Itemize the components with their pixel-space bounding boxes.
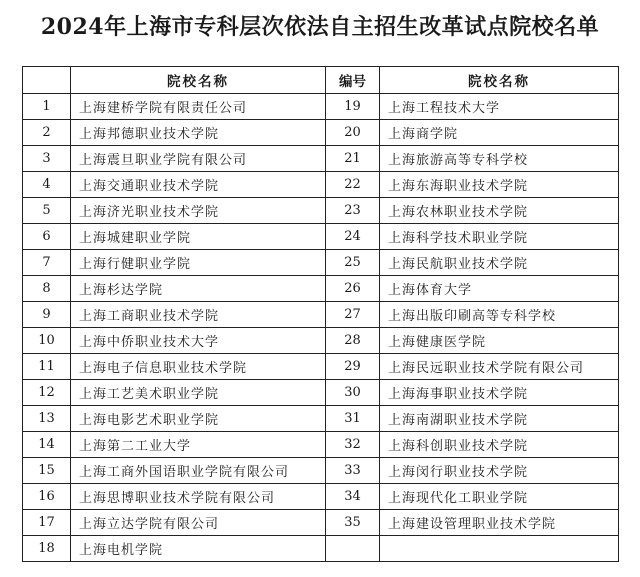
row-number-left: 9 [23, 302, 71, 328]
table-row [23, 172, 619, 198]
school-name-right: 上海民远职业技术学院有限公司 [380, 354, 619, 380]
row-number-right: 22 [326, 172, 380, 198]
row-number-right: 34 [326, 484, 380, 510]
row-number-right: 28 [326, 328, 380, 354]
row-number-right: 26 [326, 276, 380, 302]
school-name-right: 上海旅游高等专科学校 [380, 146, 619, 172]
header-school-name-right: 院校名称 [380, 67, 619, 94]
table-body [23, 94, 619, 562]
school-name-right: 上海科学技术职业学院 [380, 224, 619, 250]
school-name-right [380, 536, 619, 562]
school-name-left: 上海交通职业技术学院 [71, 172, 326, 198]
school-name-left: 上海电影艺术职业学院 [71, 406, 326, 432]
table-row [23, 354, 619, 380]
school-name-right: 上海商学院 [380, 120, 619, 146]
row-number-right [326, 536, 380, 562]
row-number-right: 32 [326, 432, 380, 458]
row-number-left: 1 [23, 94, 71, 120]
school-name-left: 上海震旦职业学院有限公司 [71, 146, 326, 172]
row-number-left: 12 [23, 380, 71, 406]
table-row [23, 94, 619, 120]
school-name-left: 上海行健职业学院 [71, 250, 326, 276]
school-name-left: 上海第二工业大学 [71, 432, 326, 458]
row-number-right: 24 [326, 224, 380, 250]
school-name-left: 上海中侨职业技术大学 [71, 328, 326, 354]
school-name-left: 上海立达学院有限公司 [71, 510, 326, 536]
school-list-table [22, 66, 619, 562]
table-row [23, 432, 619, 458]
row-number-right: 33 [326, 458, 380, 484]
row-number-right: 35 [326, 510, 380, 536]
row-number-right: 30 [326, 380, 380, 406]
row-number-left: 6 [23, 224, 71, 250]
table-header-row [23, 67, 619, 94]
school-name-right: 上海健康医学院 [380, 328, 619, 354]
row-number-left: 10 [23, 328, 71, 354]
header-number-left [23, 67, 71, 94]
table-row [23, 510, 619, 536]
school-name-left: 上海城建职业学院 [71, 224, 326, 250]
table-row [23, 250, 619, 276]
row-number-left: 7 [23, 250, 71, 276]
table-row [23, 276, 619, 302]
school-name-left: 上海杉达学院 [71, 276, 326, 302]
header-school-name-left: 院校名称 [71, 67, 326, 94]
table-row [23, 484, 619, 510]
row-number-right: 27 [326, 302, 380, 328]
school-name-right: 上海海事职业技术学院 [380, 380, 619, 406]
row-number-right: 19 [326, 94, 380, 120]
school-name-left: 上海工商职业技术学院 [71, 302, 326, 328]
row-number-right: 31 [326, 406, 380, 432]
table-row [23, 224, 619, 250]
school-name-left: 上海电子信息职业技术学院 [71, 354, 326, 380]
school-name-right: 上海建设管理职业技术学院 [380, 510, 619, 536]
table-row [23, 458, 619, 484]
row-number-left: 16 [23, 484, 71, 510]
school-name-right: 上海科创职业技术学院 [380, 432, 619, 458]
school-name-right: 上海南湖职业技术学院 [380, 406, 619, 432]
table-row [23, 536, 619, 562]
school-name-left: 上海思博职业技术学院有限公司 [71, 484, 326, 510]
row-number-right: 23 [326, 198, 380, 224]
header-number-right: 编号 [326, 67, 380, 94]
row-number-left: 3 [23, 146, 71, 172]
table-row [23, 120, 619, 146]
row-number-left: 15 [23, 458, 71, 484]
table-row [23, 380, 619, 406]
row-number-left: 2 [23, 120, 71, 146]
school-name-left: 上海济光职业技术学院 [71, 198, 326, 224]
row-number-left: 8 [23, 276, 71, 302]
row-number-left: 11 [23, 354, 71, 380]
table-row [23, 198, 619, 224]
table-row [23, 406, 619, 432]
school-name-right: 上海现代化工职业学院 [380, 484, 619, 510]
row-number-left: 5 [23, 198, 71, 224]
school-name-left: 上海邦德职业技术学院 [71, 120, 326, 146]
table-row [23, 146, 619, 172]
row-number-left: 14 [23, 432, 71, 458]
school-name-right: 上海闵行职业技术学院 [380, 458, 619, 484]
school-name-right: 上海民航职业技术学院 [380, 250, 619, 276]
school-name-left: 上海工艺美术职业学院 [71, 380, 326, 406]
row-number-right: 25 [326, 250, 380, 276]
row-number-left: 13 [23, 406, 71, 432]
school-name-right: 上海出版印刷高等专科学校 [380, 302, 619, 328]
row-number-right: 20 [326, 120, 380, 146]
school-name-left: 上海建桥学院有限责任公司 [71, 94, 326, 120]
table-row [23, 302, 619, 328]
school-name-right: 上海体育大学 [380, 276, 619, 302]
row-number-left: 4 [23, 172, 71, 198]
row-number-left: 18 [23, 536, 71, 562]
school-name-left: 上海工商外国语职业学院有限公司 [71, 458, 326, 484]
school-name-left: 上海电机学院 [71, 536, 326, 562]
row-number-right: 29 [326, 354, 380, 380]
school-name-right: 上海农林职业技术学院 [380, 198, 619, 224]
school-name-right: 上海东海职业技术学院 [380, 172, 619, 198]
table-row [23, 328, 619, 354]
row-number-left: 17 [23, 510, 71, 536]
document-title: 2024年上海市专科层次依法自主招生改革试点院校名单 [40, 14, 600, 40]
row-number-right: 21 [326, 146, 380, 172]
school-name-right: 上海工程技术大学 [380, 94, 619, 120]
